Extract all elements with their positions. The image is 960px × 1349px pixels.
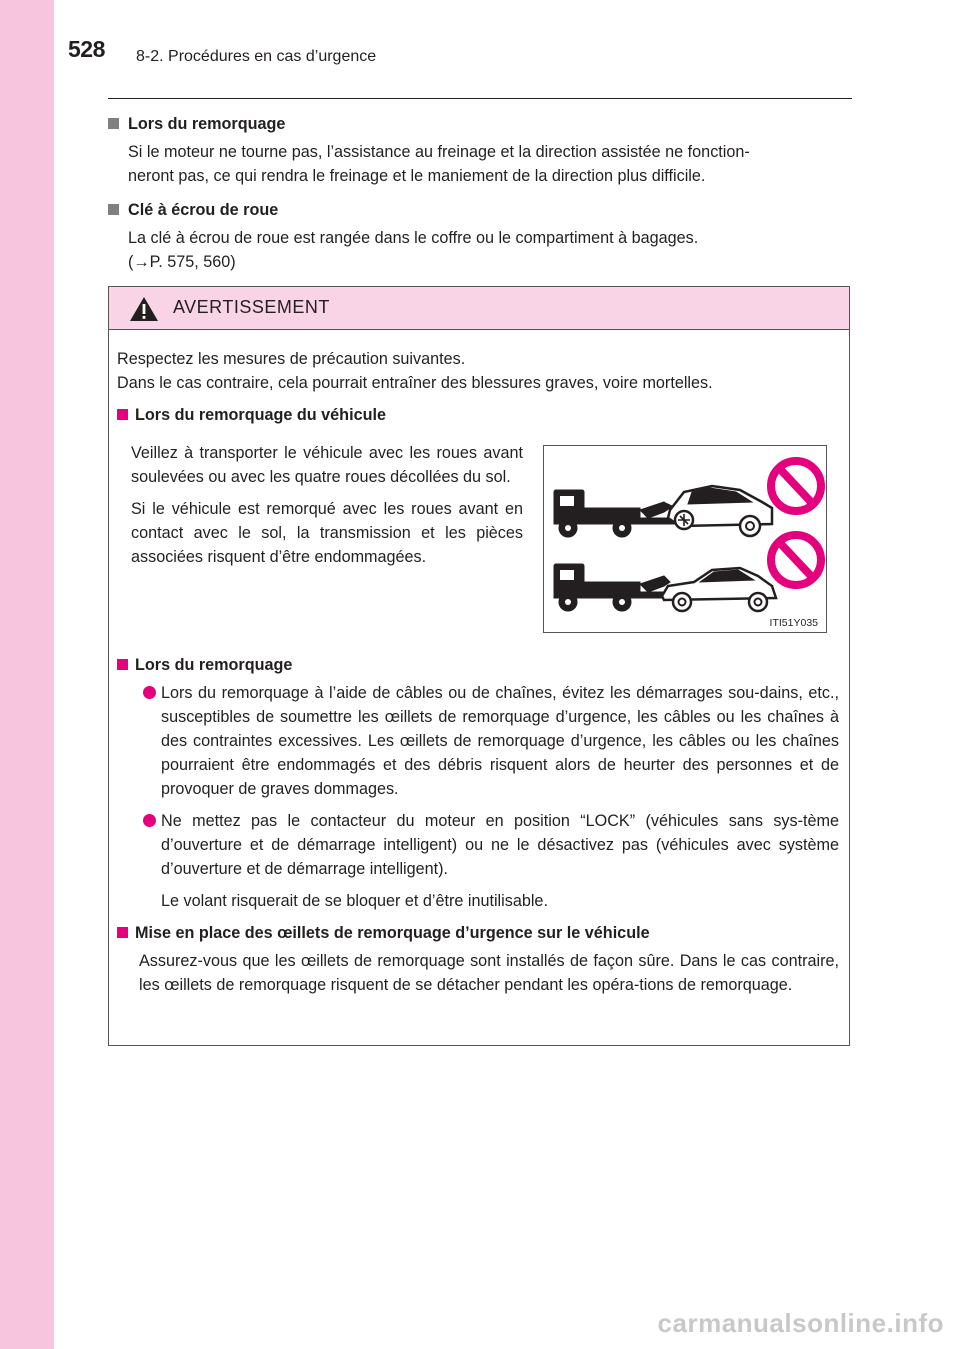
- towing-text-line-2: neront pas, ce qui rendra le freinage et le maniement de la direction plus difficile.: [128, 167, 706, 185]
- intro-block: [108, 112, 852, 274]
- vehicle-towing-heading: Lors du remorquage du véhicule: [117, 403, 839, 427]
- warning-intro-line-1: Respectez les mesures de précaution suivantes.: [117, 350, 466, 368]
- wrench-ref-link[interactable]: (→P. 575, 560): [128, 253, 236, 271]
- round-bullet-icon: [143, 686, 156, 699]
- square-bullet-icon: [117, 927, 128, 938]
- vehicle-towing-paragraph-1: Veillez à transporter le véhicule avec les roues avant soulevées ou avec les quatre roues décollées du sol.: [131, 444, 523, 486]
- eyelet-heading: Mise en place des œillets de remorquage d’urgence sur le véhicule: [117, 921, 839, 945]
- towing-illustration: [543, 445, 827, 633]
- prohibition-sign-top-icon: [771, 461, 821, 511]
- vehicle-towing-paragraph-2: Si le véhicule est remorqué avec les roues avant en contact avec le sol, la transmission et les pièces associées risquent d’être endommagées.: [131, 500, 523, 566]
- watermark: carmanualsonline.info: [657, 1308, 944, 1338]
- section-title: 8-2. Procédures en cas d’urgence: [136, 48, 377, 65]
- square-bullet-icon: [117, 409, 128, 420]
- tow-truck-prohibited-icon: [544, 446, 826, 616]
- warning-triangle-icon: [129, 296, 159, 322]
- car-bottom: [662, 568, 776, 611]
- page-number: 528: [68, 36, 105, 62]
- square-bullet-icon: [117, 659, 128, 670]
- towing-heading: Lors du remorquage: [108, 112, 852, 136]
- warning-box: [108, 286, 850, 1046]
- round-bullet-icon: [143, 814, 156, 827]
- warning-body-lower: [117, 653, 839, 997]
- wrench-text: La clé à écrou de roue est rangée dans le coffre ou le compartiment à bagages.: [128, 229, 699, 247]
- square-bullet-icon: [108, 118, 119, 129]
- side-color-band: [0, 0, 54, 1349]
- towing-bullet-1: Lors du remorquage à l’aide de câbles ou de chaînes, évitez les démarrages sou-dains, etc., susceptibles de soumettre les œillets de remorquage d’urgence, les câbles ou les chaînes à des contraintes excessives. Les œillets de remorquage d’urgence, les câbles ou les chaînes pourraient être endommagés et des débris risquent alors de heurter des personnes et de provoquer de graves dommages.: [117, 681, 839, 801]
- page-header: [0, 0, 960, 80]
- towing-text-line-1: Si le moteur ne tourne pas, l’assistance au freinage et la direction assistée ne fonction-: [128, 143, 750, 161]
- vehicle-towing-text: [131, 441, 523, 569]
- warning-intro-line-2: Dans le cas contraire, cela pourrait entraîner des blessures graves, voire mortelles.: [117, 374, 713, 392]
- tow-truck-bottom: [554, 564, 674, 611]
- warning-title: AVERTISSEMENT: [173, 297, 330, 317]
- towing-heading-2: Lors du remorquage: [117, 653, 839, 677]
- car-top: [668, 486, 772, 536]
- towing-bullet-2-note: Le volant risquerait de se bloquer et d’être inutilisable.: [161, 892, 548, 910]
- towing-bullet-2: Ne mettez pas le contacteur du moteur en position “LOCK” (véhicules sans sys-tème d’ouverture et de démarrage intelligent) ou ne le désactivez pas (véhicules avec système d’ouverture et de démarrage intelligent).: [117, 809, 839, 881]
- wrench-heading: Clé à écrou de roue: [108, 198, 852, 222]
- warning-header: [109, 287, 849, 330]
- eyelet-text: Assurez-vous que les œillets de remorquage sont installés de façon sûre. Dans le cas contraire, les œillets de remorquage risquent de se détacher pendant les opéra-tions de remorquage.: [139, 952, 839, 994]
- header-rule: [108, 98, 852, 99]
- warning-body: [117, 347, 839, 427]
- prohibition-sign-bottom-icon: [771, 535, 821, 585]
- figure-code: ITI51Y035: [769, 617, 818, 629]
- square-bullet-icon: [108, 204, 119, 215]
